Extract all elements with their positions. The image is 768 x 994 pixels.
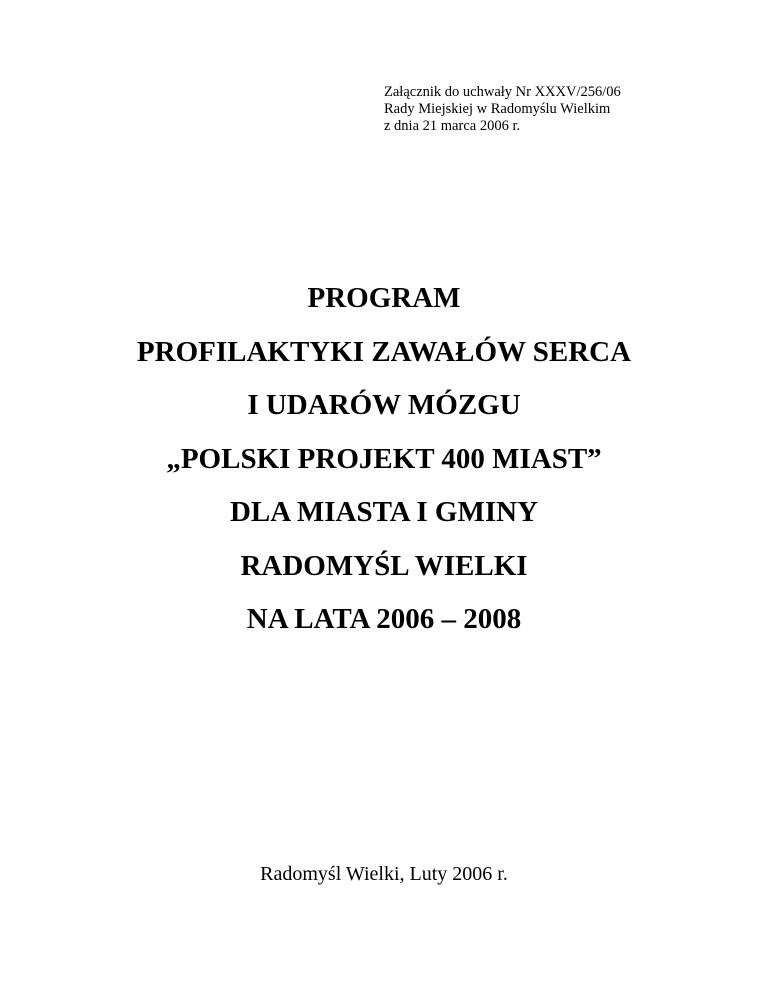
annex-line-resolution: Załącznik do uchwały Nr XXXV/256/06 [384,84,621,100]
title-line-years: NA LATA 2006 – 2008 [246,603,522,635]
title-line-town: RADOMYŚL WIELKI [240,549,528,582]
annex-line-council: Rady Miejskiej w Radomyślu Wielkim [384,101,611,117]
title-line-prevention: PROFILAKTYKI ZAWAŁÓW SERCA [136,335,632,368]
annex-reference [384,84,621,135]
title-line-strokes: I UDARÓW MÓZGU [247,389,521,421]
title-line-program: PROGRAM [307,282,461,314]
annex-line-date: z dnia 21 marca 2006 r. [384,118,521,134]
title-line-municipality: DLA MIASTA I GMINY [229,496,539,528]
document-title [0,272,768,647]
place-and-date: Radomyśl Wielki, Luty 2006 r. [260,863,508,885]
title-line-project: „POLSKI PROJEKT 400 MIAST” [166,442,602,475]
